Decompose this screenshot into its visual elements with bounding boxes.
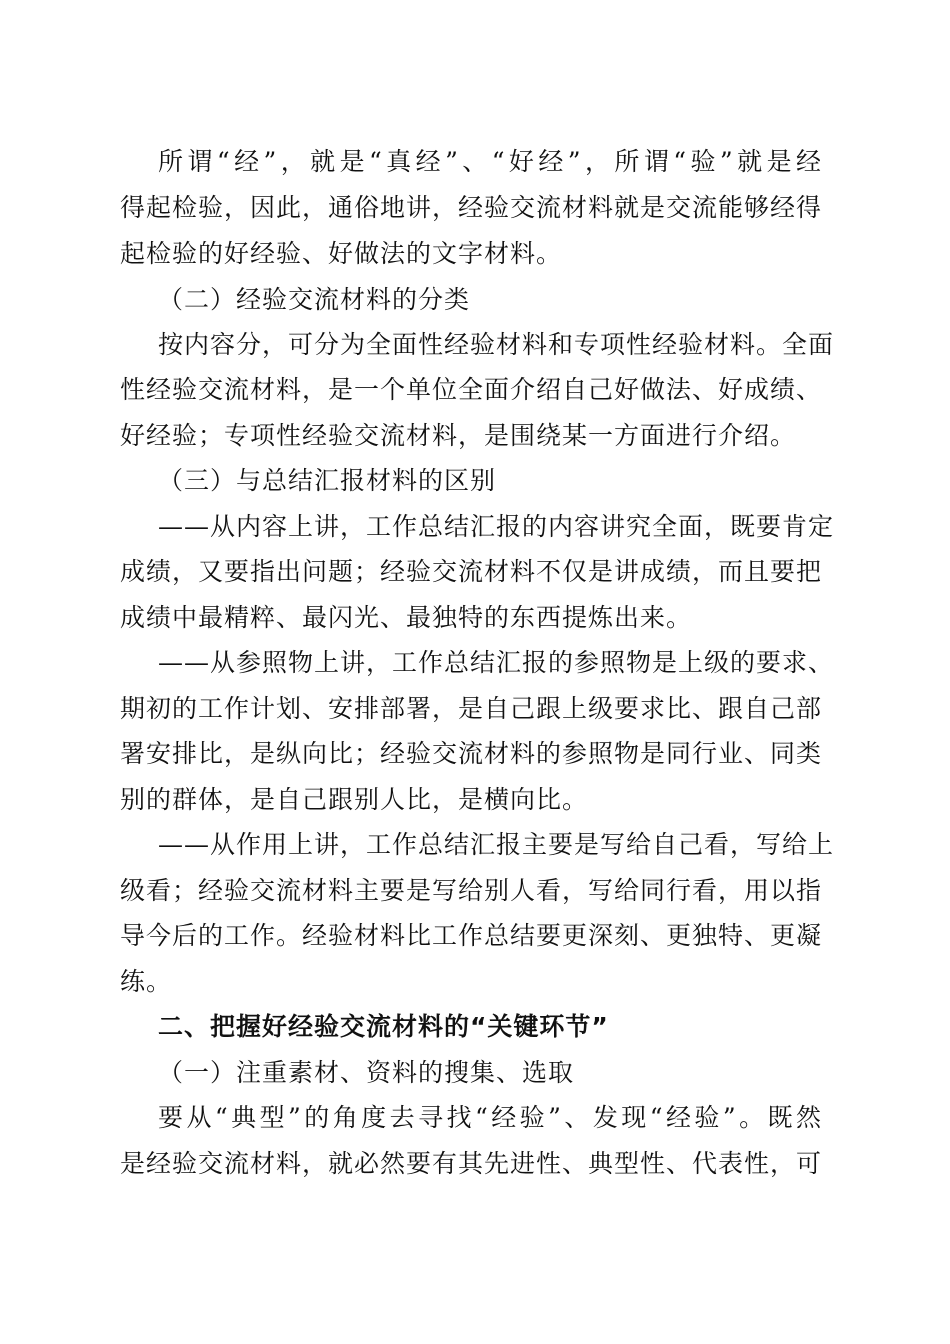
paragraph-line: 好经验；专项性经验交流材料，是围绕某一方面进行介绍。 bbox=[120, 421, 797, 450]
paragraph-line: 署安排比，是纵向比；经验交流材料的参照物是同行业、同类 bbox=[120, 739, 823, 768]
paragraph-line: ——从参照物上讲，工作总结汇报的参照物是上级的要求、 bbox=[158, 648, 835, 677]
paragraph-line: 性经验交流材料，是一个单位全面介绍自己好做法、好成绩、 bbox=[120, 375, 823, 404]
paragraph-line: 期初的工作计划、安排部署，是自己跟上级要求比、跟自己部 bbox=[120, 694, 823, 723]
paragraph-line: 起检验的好经验、好做法的文字材料。 bbox=[120, 239, 563, 268]
subsection-heading: （二）经验交流材料的分类 bbox=[158, 285, 471, 314]
paragraph-line: 成绩，又要指出问题；经验交流材料不仅是讲成绩，而且要把 bbox=[120, 557, 823, 586]
paragraph-line: 是经验交流材料，就必然要有其先进性、典型性、代表性，可 bbox=[120, 1149, 823, 1178]
paragraph-line: 练。 bbox=[120, 967, 173, 996]
paragraph-line: 要从“典型”的角度去寻找“经验”、发现“经验”。既然 bbox=[158, 1103, 822, 1132]
subsection-heading: （三）与总结汇报材料的区别 bbox=[158, 466, 497, 495]
paragraph-line: 级看；经验交流材料主要是写给别人看，写给同行看，用以指 bbox=[120, 876, 823, 905]
paragraph-line: ——从内容上讲，工作总结汇报的内容讲究全面，既要肯定 bbox=[158, 512, 835, 541]
paragraph-line: 成绩中最精粹、最闪光、最独特的东西提炼出来。 bbox=[120, 603, 693, 632]
paragraph-line: 得起检验，因此，通俗地讲，经验交流材料就是交流能够经得 bbox=[120, 193, 823, 222]
section-heading: 二、把握好经验交流材料的“关键环节” bbox=[158, 1012, 609, 1041]
paragraph-line: 别的群体，是自己跟别人比，是横向比。 bbox=[120, 785, 589, 814]
paragraph-line: ——从作用上讲，工作总结汇报主要是写给自己看，写给上 bbox=[158, 830, 835, 859]
subsection-heading: （一）注重素材、资料的搜集、选取 bbox=[158, 1058, 575, 1087]
paragraph-line: 所谓“经”，就是“真经”、“好经”，所谓“验”就是经 bbox=[158, 147, 822, 176]
paragraph-line: 按内容分，可分为全面性经验材料和专项性经验材料。全面 bbox=[158, 330, 835, 359]
paragraph-line: 导今后的工作。经验材料比工作总结要更深刻、更独特、更凝 bbox=[120, 921, 823, 950]
